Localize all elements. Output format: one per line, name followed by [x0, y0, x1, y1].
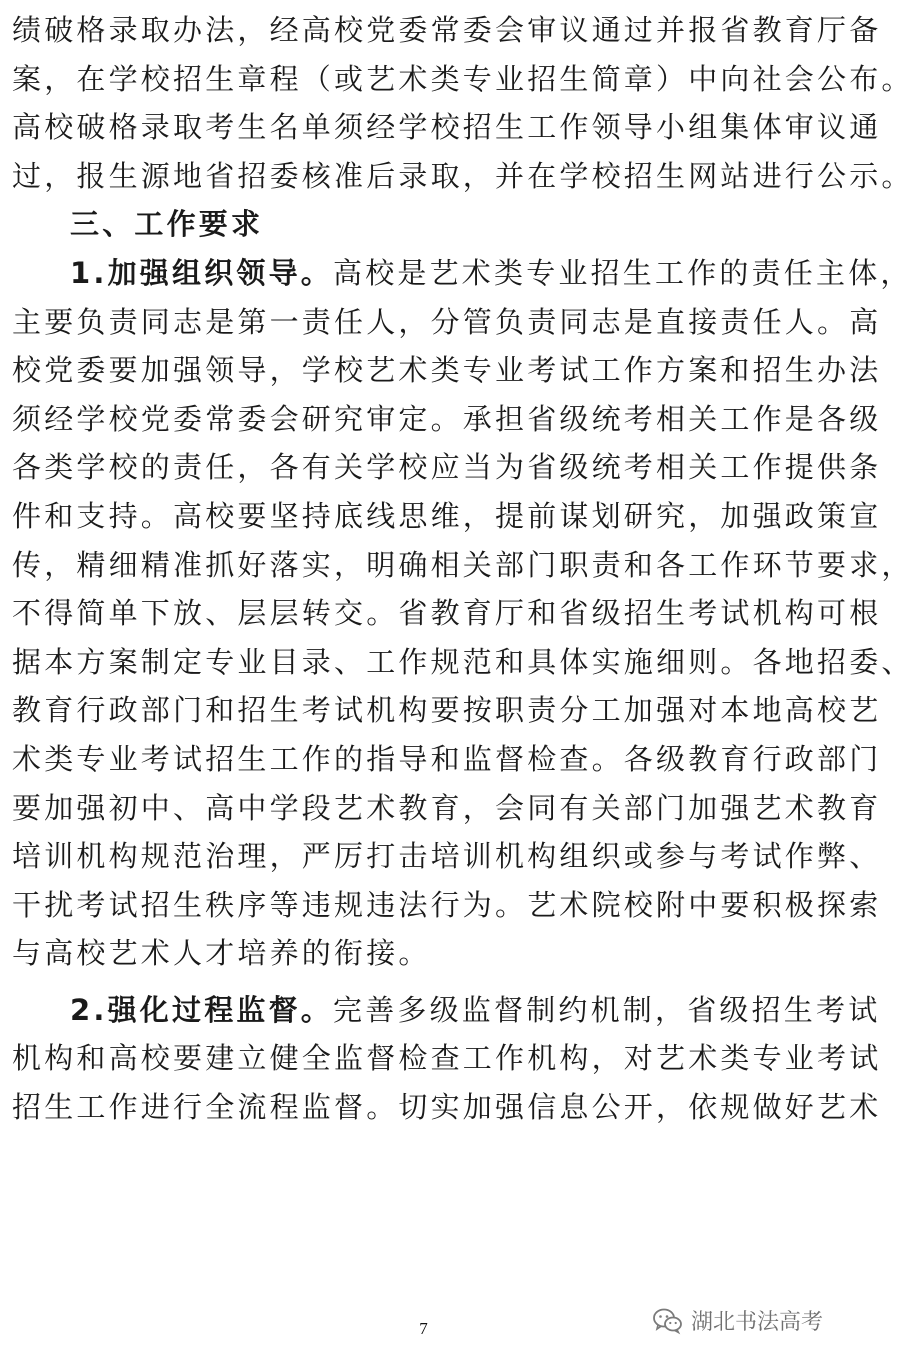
page-number: 7: [419, 1319, 428, 1338]
paragraph-text: 高校是艺术类专业招生工作的责任主体，: [333, 255, 913, 290]
body-line: 绩破格录取办法，经高校党委常委会审议通过并报省教育厅备: [12, 13, 882, 47]
body-line: 据本方案制定专业目录、工作规范和具体实施细则。各地招委、: [12, 644, 914, 679]
body-line: 传，精细精准抓好落实，明确相关部门职责和各工作环节要求，: [12, 547, 914, 582]
body-line: 机构和高校要建立健全监督检查工作机构，对艺术类专业考试: [12, 1041, 882, 1076]
body-line: 招生工作进行全流程监督。切实加强信息公开，依规做好艺术: [12, 1090, 882, 1125]
body-line: 术类专业考试招生工作的指导和监督检查。各级教育行政部门: [12, 741, 882, 776]
body-line: 件和支持。高校要坚持底线思维，提前谋划研究，加强政策宣: [12, 498, 882, 533]
paragraph-text: 完善多级监督制约机制，省级招生考试: [333, 992, 881, 1027]
document-body: [12, 6, 914, 1132]
body-line: 干扰考试招生秩序等违规违法行为。艺术院校附中要积极探索: [12, 887, 882, 922]
body-line: 主要负责同志是第一责任人，分管负责同志是直接责任人。高: [12, 304, 882, 339]
paragraph-first-line: [12, 249, 913, 298]
body-line: 高校破格录取考生名单须经学校招生工作领导小组集体审议通: [12, 110, 882, 145]
paragraph-lead: 2.强化过程监督。: [70, 992, 333, 1027]
paragraph-first-line: [12, 986, 881, 1035]
body-line: 培训机构规范治理，严厉打击培训机构组织或参与考试作弊、: [12, 839, 882, 874]
wechat-icon: [653, 1308, 683, 1334]
section-heading: 三、工作要求: [70, 207, 264, 242]
paragraph-lead: 1.加强组织领导。: [70, 255, 333, 290]
watermark: [653, 1305, 823, 1336]
body-line: 不得简单下放、层层转交。省教育厅和省级招生考试机构可根: [12, 596, 882, 631]
body-line: 教育行政部门和招生考试机构要按职责分工加强对本地高校艺: [12, 693, 882, 728]
paragraph-gap: [12, 978, 834, 986]
watermark-text: 湖北书法高考: [690, 1310, 823, 1335]
body-line: 要加强初中、高中学段艺术教育，会同有关部门加强艺术教育: [12, 790, 882, 825]
body-line: 案，在学校招生章程（或艺术类专业招生简章）中向社会公布。: [12, 61, 914, 96]
body-line: 须经学校党委常委会研究审定。承担省级统考相关工作是各级: [12, 401, 882, 436]
body-line: 校党委要加强领导，学校艺术类专业考试工作方案和招生办法: [12, 353, 882, 388]
body-line: 过，报生源地省招委核准后录取，并在学校招生网站进行公示。: [12, 158, 914, 193]
body-line: 各类学校的责任，各有关学校应当为省级统考相关工作提供条: [12, 450, 882, 485]
body-line: 与高校艺术人才培养的衔接。: [12, 936, 431, 971]
